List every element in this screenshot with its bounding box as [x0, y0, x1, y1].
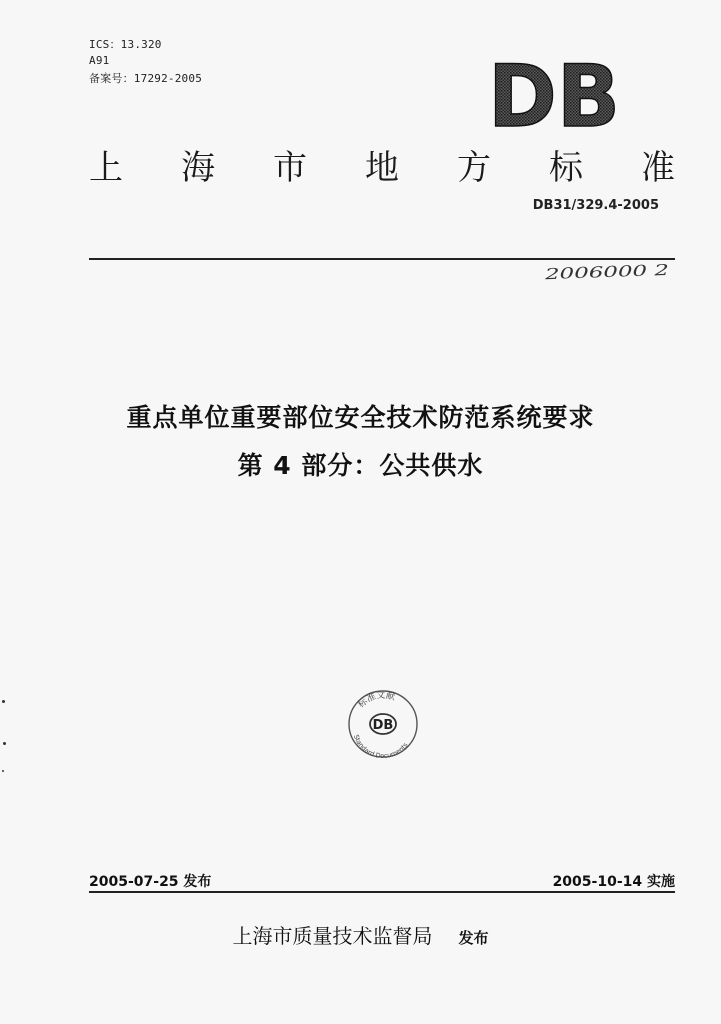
scan-speck: [2, 700, 5, 703]
standard-type-title: [89, 140, 675, 189]
db-logo-text: DB: [488, 60, 620, 132]
document-title-line2: 第 4 部分：公共供水: [237, 451, 484, 480]
publish-date: 2005-07-25 发布: [89, 874, 212, 890]
stamp-bottom-text: Standard Documents: [351, 733, 410, 760]
ics-code: ICS：13.320: [89, 38, 162, 51]
title-char: 方: [457, 148, 491, 188]
stamp-top-text: 标准文献: [356, 690, 396, 711]
scan-speck: [2, 770, 4, 772]
stamp-center-text: DB: [372, 718, 394, 733]
record-number: 备案号：17292-2005: [89, 72, 203, 85]
bottom-divider: [89, 891, 675, 893]
issuer-line: [0, 920, 721, 949]
title-char: 准: [641, 148, 675, 188]
title-char: 市: [273, 148, 307, 188]
handwritten-note: [543, 260, 673, 284]
effective-date: 2005-10-14 实施: [552, 874, 675, 890]
issuer-action: 发布: [458, 929, 489, 947]
title-char: 上: [89, 148, 123, 188]
title-char: 标: [549, 148, 583, 188]
document-title-line1: 重点单位重要部位安全技术防范系统要求: [126, 403, 595, 432]
standard-number: DB31/329.4-2005: [532, 198, 659, 213]
classification-code: A91: [89, 54, 110, 67]
title-char: 海: [181, 148, 215, 188]
standard-documents-stamp: [344, 688, 422, 760]
title-char: 地: [365, 148, 399, 188]
scan-speck: [3, 742, 6, 745]
db-logo: [486, 60, 622, 132]
issuer-name: 上海市质量技术监督局: [232, 924, 433, 948]
handwritten-note-text: 2006000 2: [544, 262, 627, 284]
dates-row: [89, 871, 675, 891]
